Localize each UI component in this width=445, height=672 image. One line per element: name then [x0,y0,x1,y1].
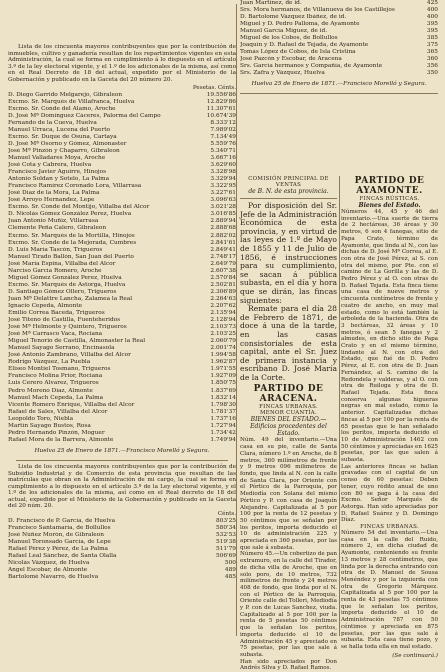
contributor-name: Excmo. Sr. Marqués de la Mortilla, Hinojos [8,232,135,239]
contributor-name: José Díaz de la Mora, La Palma [8,190,100,197]
list-item [8,211,236,218]
contributor-amount: 1.727'94 [210,422,236,429]
partido-heading: PARTIDO DE AYAMONTE. [354,176,425,196]
contributor-name: Manuel Mach Cepeda, La Palma [8,394,104,401]
list-item [8,190,236,197]
contributor-name: Pedro Hernando Pinzón, Moguer [8,429,105,436]
contributor-name: Angel Escobar, de Almonte [8,567,88,574]
contributor-amount: 2.849'41 [210,246,236,253]
contributor-amount: 511'79 [215,546,236,553]
contributor-name: Excmo. Sr. Marqués de Astorga, Huelva [8,281,126,288]
list-item [8,303,236,310]
list-item [8,574,236,581]
contributor-name: D. Nicolás Gómez González Perez, Huelva [8,211,132,218]
contributor-amount: 385 [426,35,438,41]
amount-header-cents: Cénts. [217,511,236,518]
list-item [240,21,438,28]
ventas-column [240,176,337,672]
continued-note: (Se continuará.) [392,652,438,659]
contributor-amount: 1.737'16 [210,415,236,422]
fincas-heading: FINCAS RÚSTICAS. [359,196,420,202]
contributor-name: D. Francisco de P. García, de Huelva [8,518,116,525]
contributor-name: Rafael Mora de la Barrera, Almonte [8,436,114,443]
list-item [240,63,438,70]
divider [16,460,228,461]
intro-paragraph-inmuebles: Lista de los cincuenta mayores contribuyentes que por la contribución de inmuebles, cultivo y ganadería resultan de los repartimientos vigentes en esta Administración, la cual se forma en cumplimiento á lo dispuesto en el artículo 3.º de la ley electoral vigente, y el 1.º de los adicionales de la misma, así como en el Real Decreto de 18 del actual, expedido por el Ministerio de la Gobernación y publicado en la Gaceta del 20 número 20. [8,44,236,83]
ayamonte-column [341,176,438,659]
contributor-amount: 7.989'02 [210,126,236,133]
appraisers-line: Han sido apreciados por Don Andrés Silva y D. Rafael Ramos. [240,658,337,672]
signature-line: Huelva 25 de Enero de 1871.—Francisco Morelló y Segura. [34,447,210,454]
list-item [8,373,236,380]
contributor-amount: 3.329'94 [210,176,236,183]
contributor-amount: 1.832'14 [210,394,236,401]
list-item [240,0,438,7]
fincas-heading: FINCAS URBANAS. [360,524,419,531]
contributor-name: Francisco Santamaría, de Bollullos [8,525,111,532]
list-item [8,134,236,141]
contributor-amount: 425 [426,0,438,6]
contributor-name: Excmo. Sr. Conde de la Mejorada, Cumbres [8,239,137,246]
contributor-name: Srs. Mora hermanos, de Villanueva de los Castillejos [240,7,395,13]
list-item [8,359,236,366]
contribuyentes-list-subsidio [8,518,236,581]
list-item [8,567,236,574]
contributor-amount: 2.888'68 [210,225,236,232]
list-item [8,539,236,546]
list-item [8,289,236,296]
contributor-name: Rafael Leal Sánchez, de Santa Olalla [8,553,117,560]
contributor-amount: 360 [426,56,438,62]
contributor-amount: 2.841'61 [210,239,236,246]
contributor-name: José Núñez Morón, de Gibraleon [8,532,104,539]
contributor-amount: 1.971'55 [210,366,236,373]
cuantia-heading: MENOR CUANTÍA. [259,410,317,417]
contributor-amount: 1.994'58 [210,352,236,359]
finca-paragraph: Las anteriores fincas se hallan gravadas con el capital de un censo de 60 pesetas: Deben tener, cuyo rédito anual de uno con 80 se paga á la casa del Excmo. Señor Marqués de Astorga. Han sido apreciadas por D. Rafael Suárez y D. Domingo Díaz. [341,463,438,524]
contributor-amount: 532'53 [215,532,236,539]
contributor-amount: 485 [224,574,236,581]
contributor-amount: 12.829'86 [206,98,236,105]
contributor-name: Rafael de Sales, Villalba del Alcor [8,408,108,415]
contributor-amount: 3.629'60 [210,162,236,169]
contributor-amount: 2.060'79 [210,338,236,345]
contributor-name: Bartolomé Navarro, de Huelva [8,574,99,581]
list-item [240,7,438,14]
list-item [8,388,236,395]
contribuyentes-list-inmuebles [8,92,236,444]
contributor-name: Juan Antonio Muñiz, Villarrasa [8,218,99,225]
list-item [8,155,236,162]
contributor-amount: 2.889'94 [210,218,236,225]
divider [240,198,337,199]
remate-paragraph: Remate para el día 28 de Febrero de 1871, de doce á una de la tarde, en las casas consistoriales de esta capital, ante el Sr. Juez de primera instancia y escribano D. José María de la Corte. [240,304,337,382]
list-item [8,331,236,338]
list-item [8,416,236,423]
contributor-amount: 489 [224,567,236,574]
contributor-name: José Arroyo Hernandez, Lepe [8,197,95,204]
bienes-heading: Bienes del Estado. [358,202,421,209]
list-item [8,197,236,204]
fincas-heading: FINCAS URBANAS. [259,404,318,411]
contributor-name: D. José Mª Domínguez Cáceres, Palorma del Campo [8,112,161,119]
contributor-amount: 356 [426,63,438,69]
intro-paragraph-subsidio: Lista de los cincuenta mayores contribuyentes que por la contribución de Subsidio Industrial y de Comercio de esta provincia que resultan de las matrículas que obran en la Administración de mi cargo, la cual se forma en cumplimiento a lo dispuesto en el artículo 3.º de la Ley electoral vigente, y el 1.º de los adicionales de la misma, así como en el Real decreto de 18 del actual, expedido por el Ministerio de la Gobernación y publicado en la Gaceta del 20 núm. 20. [8,463,236,510]
list-item [8,560,236,567]
list-item [8,169,236,176]
contributor-name: Francisco Javier Aguirre, Hinojos [8,169,107,176]
contributor-amount: 500 [224,560,236,567]
list-item [8,324,236,331]
contributor-name: Excmo. Sr. Marqués de Villafranca, Huelva [8,98,135,105]
contributor-amount: 1.927'09 [210,373,236,380]
contributor-amount: 3.021'28 [210,204,236,211]
list-item [8,423,236,430]
contributor-amount: 3.328'98 [210,169,236,176]
contributor-amount: 400 [426,7,438,13]
contributor-name: Clemente Peña Calero, Gibraleon [8,225,107,232]
list-item [240,28,438,35]
list-item [8,518,236,525]
contributor-name: José Mª Pinzón y Chaparro, Gibraleon [8,147,120,154]
list-item [8,148,236,155]
list-item [8,268,236,275]
contributor-name: Juan Martínez, de id. [240,0,302,6]
list-item [8,183,236,190]
contributor-amount: 2.570'84 [210,274,236,281]
list-item [8,113,236,120]
list-item [8,402,236,409]
contributor-name: Leopoldo Toro, Niebla [8,415,74,422]
contributor-name: Manuel Sayago Serrano, Encinasola [8,345,115,352]
contributor-name: Manuel Urraca, Lucena del Puerto [8,126,111,133]
contributor-name: Miguel Gómez González Perez, Huelva [8,274,122,281]
contributor-amount: 2.207'62 [210,302,236,309]
finca-paragraph: Número 45.—Un cobertizo de pan extramuro, en la calle del Tirador, de dicha villa de Aroche, que en solo poro, de 10 metros, 732 milímetros de frente y 24 metros 408 de fondo, que linda por el N. con el Pórtico de la Parroquia, Oriente calle del Tolleri, Mediodía y P. con de Lucas Sanchez, viuda. Capitalizado al 5 por 100 por la renta de 5 pesetas 50 céntimos que la señalan los peritos, importa deducido el 10 de Administración 45 y apreciado en 75 pesetas, por las que sale á subasta. [240,551,337,658]
contributor-amount: 2.502'81 [210,281,236,288]
list-item [8,225,236,232]
subasta-announcement: Por disposición del Sr. Jefe de la Administración Económica de esta provincia, y en virtud de las leyes de 1.º de Mayo de 1855 y 11 de Julio de 1856, é instrucciones para su cumplimiento, se sacan á pública subasta, en el día y hora que se dirán, las fincas siguientes: [240,201,337,305]
contributor-name: Miguel y D. Pedro Palloma, de Ayamonte [240,21,360,27]
contributor-amount: 5.559'76 [210,140,236,147]
contributor-amount: 1.749'94 [210,436,236,443]
contributor-amount: 519'38 [215,539,236,546]
left-column [8,0,236,581]
list-item [8,282,236,289]
contributor-name: José Mª Carrasco Vaca, Rociana [8,331,103,338]
contributor-name: Manuel Tirado Ballón, San Juan del Puerto [8,253,134,260]
contributor-amount: 8.333'12 [210,119,236,126]
divider [240,93,438,94]
contributor-amount: 350 [426,70,438,76]
contributor-name: Manuel Valladares Moya, Aroche [8,154,106,161]
contributor-name: José Titeno de Castilla, Fuenteheridos [8,317,121,324]
contributor-name: D. Luis María Tascón, Trigueros [8,246,103,253]
contributor-name: Miguel de los Cobos, de Bollullos [240,35,338,41]
contributor-name: Joaquín y D. Rafael de Tejada, de Ayamonte [240,42,369,48]
list-item [8,553,236,560]
contributor-amount: 2.103'25 [210,331,236,338]
contributor-name: Emilio Correa Baceda, Trigueros [8,310,105,317]
contributor-name: D. Bartolomé Vázquez Ibáñez, de id. [240,14,347,20]
contributor-amount: 400 [426,14,438,20]
contributor-amount: 2.103'73 [210,324,236,331]
contributor-amount: 2.748'17 [210,253,236,260]
list-item [240,56,438,63]
contributor-amount: 2.882'02 [210,232,236,239]
finca-paragraph: Núm. 49 del inventario.—Una casa en su pie, calle de Santa Clara, número 1.º en Aroche, de 8 metros, 360 milímetros de frente y 9 metros 096 milímetros de fondo, que linda al N. con la calle de Santa Clara, por Oriente con el Pórtico de la Parroquia, por Mediodía con Solana del mismo Pórtico y P. con casa de Joaquín Alejandre. Capitalizada al 5 por 100 por la renta de 12 pesetas y 50 céntimos que se señalan por los peritos, importa deducido el 10 de administración 225 y apreciada en 360 pesetas, por las que sale á subasta. [240,437,337,551]
list-item [8,317,236,324]
list-item [8,204,236,211]
contributor-amount: 3.016'85 [210,211,236,218]
list-item [8,395,236,402]
list-item [8,218,236,225]
contributor-amount: 5.340'71 [210,147,236,154]
contributor-name: Francisco Ramírez Coronado Lora, Villarrasa [8,183,142,190]
finca-paragraph: Número 54 del inventario.—Una casa en la calle del Ruido, número 2, en dicha ciudad de Ayamonte, conteniendo su frente 13 metros y 28 centímetros, que linda por la derecha entrando con otra de D. Manuel de Sousa Menéndez y por la izquierda con otra de Gregorio Márquez. Capitalizada al 5 por 100 por la renta de 43 pesetas 75 céntimos que le señalan los peritos, importa deducido el 10 de Administración 787 con 50 céntimos y apreciada en 875 pesetas, por las que sale á subasta. Esta casa tiene pozo, y se halla toda ella en mal estado. [341,530,438,650]
contributor-name: José Antonio Zambrano, Villalba del Alcor [8,352,131,359]
list-item [240,14,438,21]
list-item [8,380,236,387]
contributor-amount: 506'69 [215,553,236,560]
contributor-name: Narciso García Romero, Aroche [8,267,102,274]
contributor-name: Rodrigo Vázquez, La Puebla [8,359,91,366]
contributor-name: José Pazcón y Escobar, de Aracena [240,56,342,62]
subcolumn-divider [339,176,340,636]
list-item [240,70,438,77]
contributor-name: Martín Sayago Bustos, Rosa [8,422,91,429]
list-item [8,106,236,113]
contributor-amount: 1.734'42 [210,429,236,436]
contributor-amount: 10.674'39 [206,112,236,119]
contribuyentes-list-continued [240,0,438,77]
list-item [8,275,236,282]
contributor-amount: 365 [426,49,438,55]
contributor-amount: 2.135'94 [210,310,236,317]
list-item [8,176,236,183]
contributor-amount: 580'34 [215,525,236,532]
list-item [8,127,236,134]
contributor-name: José Mª Helmonte y Quintero, Trigueros [8,324,127,331]
list-item [8,525,236,532]
list-item [8,141,236,148]
contributor-amount: 7.134'49 [210,133,236,140]
contributor-name: Nicolás Vázquez, de Huelva [8,560,90,567]
contributor-amount: 395 [426,21,438,27]
contributor-name: José María Espina, Villalba del Alcor [8,260,116,267]
contributor-name: Miguel Tenorio de Castilla, Almonaster la Real [8,338,146,345]
list-item [8,409,236,416]
list-item [8,345,236,352]
contributor-name: Manuel García Míguez, de id. [240,28,328,34]
contributor-name: Tomás López de Cobos, de Isla Cristina [240,49,356,55]
list-item [8,532,236,539]
contributor-amount: 1.781'37 [210,408,236,415]
list-item [8,247,236,254]
contributor-amount: 803'25 [215,518,236,525]
contributor-amount: 2.649'79 [210,260,236,267]
list-item [8,338,236,345]
contributor-amount: 3.096'63 [210,197,236,204]
bienes-heading: BIENES DEL ESTADO.—Edificios procedentes del Estado. [250,416,327,438]
contributor-amount: 2.306'89 [210,288,236,295]
contributor-name: José Cota y Cabrera, Huelva [8,162,92,169]
contributor-name: Srs. Zafra y Vázquez, Huelva [240,70,325,76]
partido-heading: PARTIDO DE ARACENA. [253,384,324,405]
contributor-name: Vicente Romero Enrique, Villalba del Alcor [8,401,135,408]
contributor-name: Excmo. Sr. Conde del Alamo, Aroche [8,105,116,112]
list-item [8,437,236,444]
list-item [8,254,236,261]
finca-paragraph: Números 44, 45 y 46 del inventario.—Una suerte de tierra de 2 hectáreas, 36 áreas y 30 metros, 6 son 4 fanegas, sitio de Papa Crato, término de Ayamonte, que linda al N., con las dichas de D. José Mª Correa, al E. con otra de José Pérez, al S. con otra del mismo, por Pte. con el camino de La Gorilla y las de D. Pedro Pérez y al O. con otras de D. Rafael Tejada. Esta finca tiene una casa de nueve metros y cincuenta centímetros de frente y cuatro de ancho, en muy mal estado, como lo está también la arboleda de la hacienda. Otra de 3 hectáreas, 32 áreas y 10 metros, ó sean 5 fanegas y 2 almudes, en dicho sitio de Papa Crato y en el mismo término, lindante al N. con otra del Estado, que fué de D. Pedro Pérez, al E. con otra de D. Juan Fernández, al S. camino de la Redondela y valderas, y al O. con otra de Ruiloga y otra de D. Rafael Tejada. Esta finca conserva algunas higueras negras en mal estado, como la anterior. Capitalizadas dichas fincas al 5 por 100 por la renta de 65 pesetas que le han señalado los peritos, importa deducido el 10 de Administración 1462 con 50 céntimos y apreciadas en 1625 pesetas, por las que salen á subasta. [341,209,438,464]
amount-header-pesetas: Pesetas. Cénts. [192,84,236,91]
contributor-amount: 2.001'74 [210,345,236,352]
contributor-amount: 375 [426,42,438,48]
contributor-name: Antonio Soldan y Sotelo, La Palma [8,176,110,183]
column-divider [236,4,237,636]
contributor-name: Juan Mª Delattre Lancha, Zalamea la Real [8,295,133,302]
contributor-amount: 2.264'63 [210,295,236,302]
contributor-amount: 2.607'38 [210,267,236,274]
contributor-amount: 3.667'16 [210,154,236,161]
list-item [8,430,236,437]
list-item [8,92,236,99]
contributor-amount: 1.837'69 [210,387,236,394]
contributor-amount: 1.962'87 [210,359,236,366]
contributor-name: Fernando de la Cueva, Huelva [8,119,97,126]
list-item [8,261,236,268]
list-item [8,352,236,359]
contributor-amount: 11.307'61 [206,105,236,112]
contributor-name: Srs. García hermanos y Compañía, de Ayamonte [240,63,383,69]
contributor-amount: 3.227'61 [210,190,236,197]
contributor-amount: 395 [426,28,438,34]
contributor-name: D. José Mª Osorno y Gómez, Almonaster [8,140,127,147]
list-item [8,310,236,317]
list-item [8,233,236,240]
list-item [8,120,236,127]
contributor-amount: 1.798'30 [210,401,236,408]
section-heading: COMISIÓN PRINCIPAL DE VENTAS [248,176,329,188]
list-item [8,162,236,169]
contributor-amount: 2.128'94 [210,317,236,324]
list-item [8,296,236,303]
contributor-name: Ignacio Cepeda, Almonte [8,302,83,309]
contributor-amount: 19.556'86 [206,91,236,98]
list-item [240,49,438,56]
contributor-name: Rafael Pérez y Pérez, de La Palma [8,546,109,553]
contributor-amount: 3.322'95 [210,183,236,190]
section-subheading: de B. N. de esta provincia. [248,188,329,195]
signature-line: Huelva 25 de Enero de 1871.—Francisco Morelló y Segura. [251,81,427,87]
list-item [8,99,236,106]
contributor-name: Francisco Molina Prior, Rociana [8,373,103,380]
contributor-name: Eliseo Montiel Tosmano, Trigueros [8,366,111,373]
contributor-name: Luis Cerero Alvarez, Trigueros [8,380,99,387]
list-item [8,240,236,247]
right-column [240,0,438,672]
list-item [240,42,438,49]
contributor-name: Excmo. Sr. Conde del Montijo, Villalba del Alcor [8,204,150,211]
contributor-name: Excmo. Sr. Duque de Osuna, Cartaya [8,133,117,140]
contributor-amount: 1.850'75 [210,380,236,387]
contributor-name: D. Santiago Gómez Ollero, Trigueros [8,288,117,295]
contributor-name: Manuel Toronsado García, de Lepe [8,539,111,546]
list-item [240,35,438,42]
contributor-name: Pedro Moreno Díaz, Almonte [8,387,93,394]
contributor-name: D. Diego Garrido Melgarejo, Gibraleon [8,91,123,98]
list-item [8,366,236,373]
list-item [8,546,236,553]
